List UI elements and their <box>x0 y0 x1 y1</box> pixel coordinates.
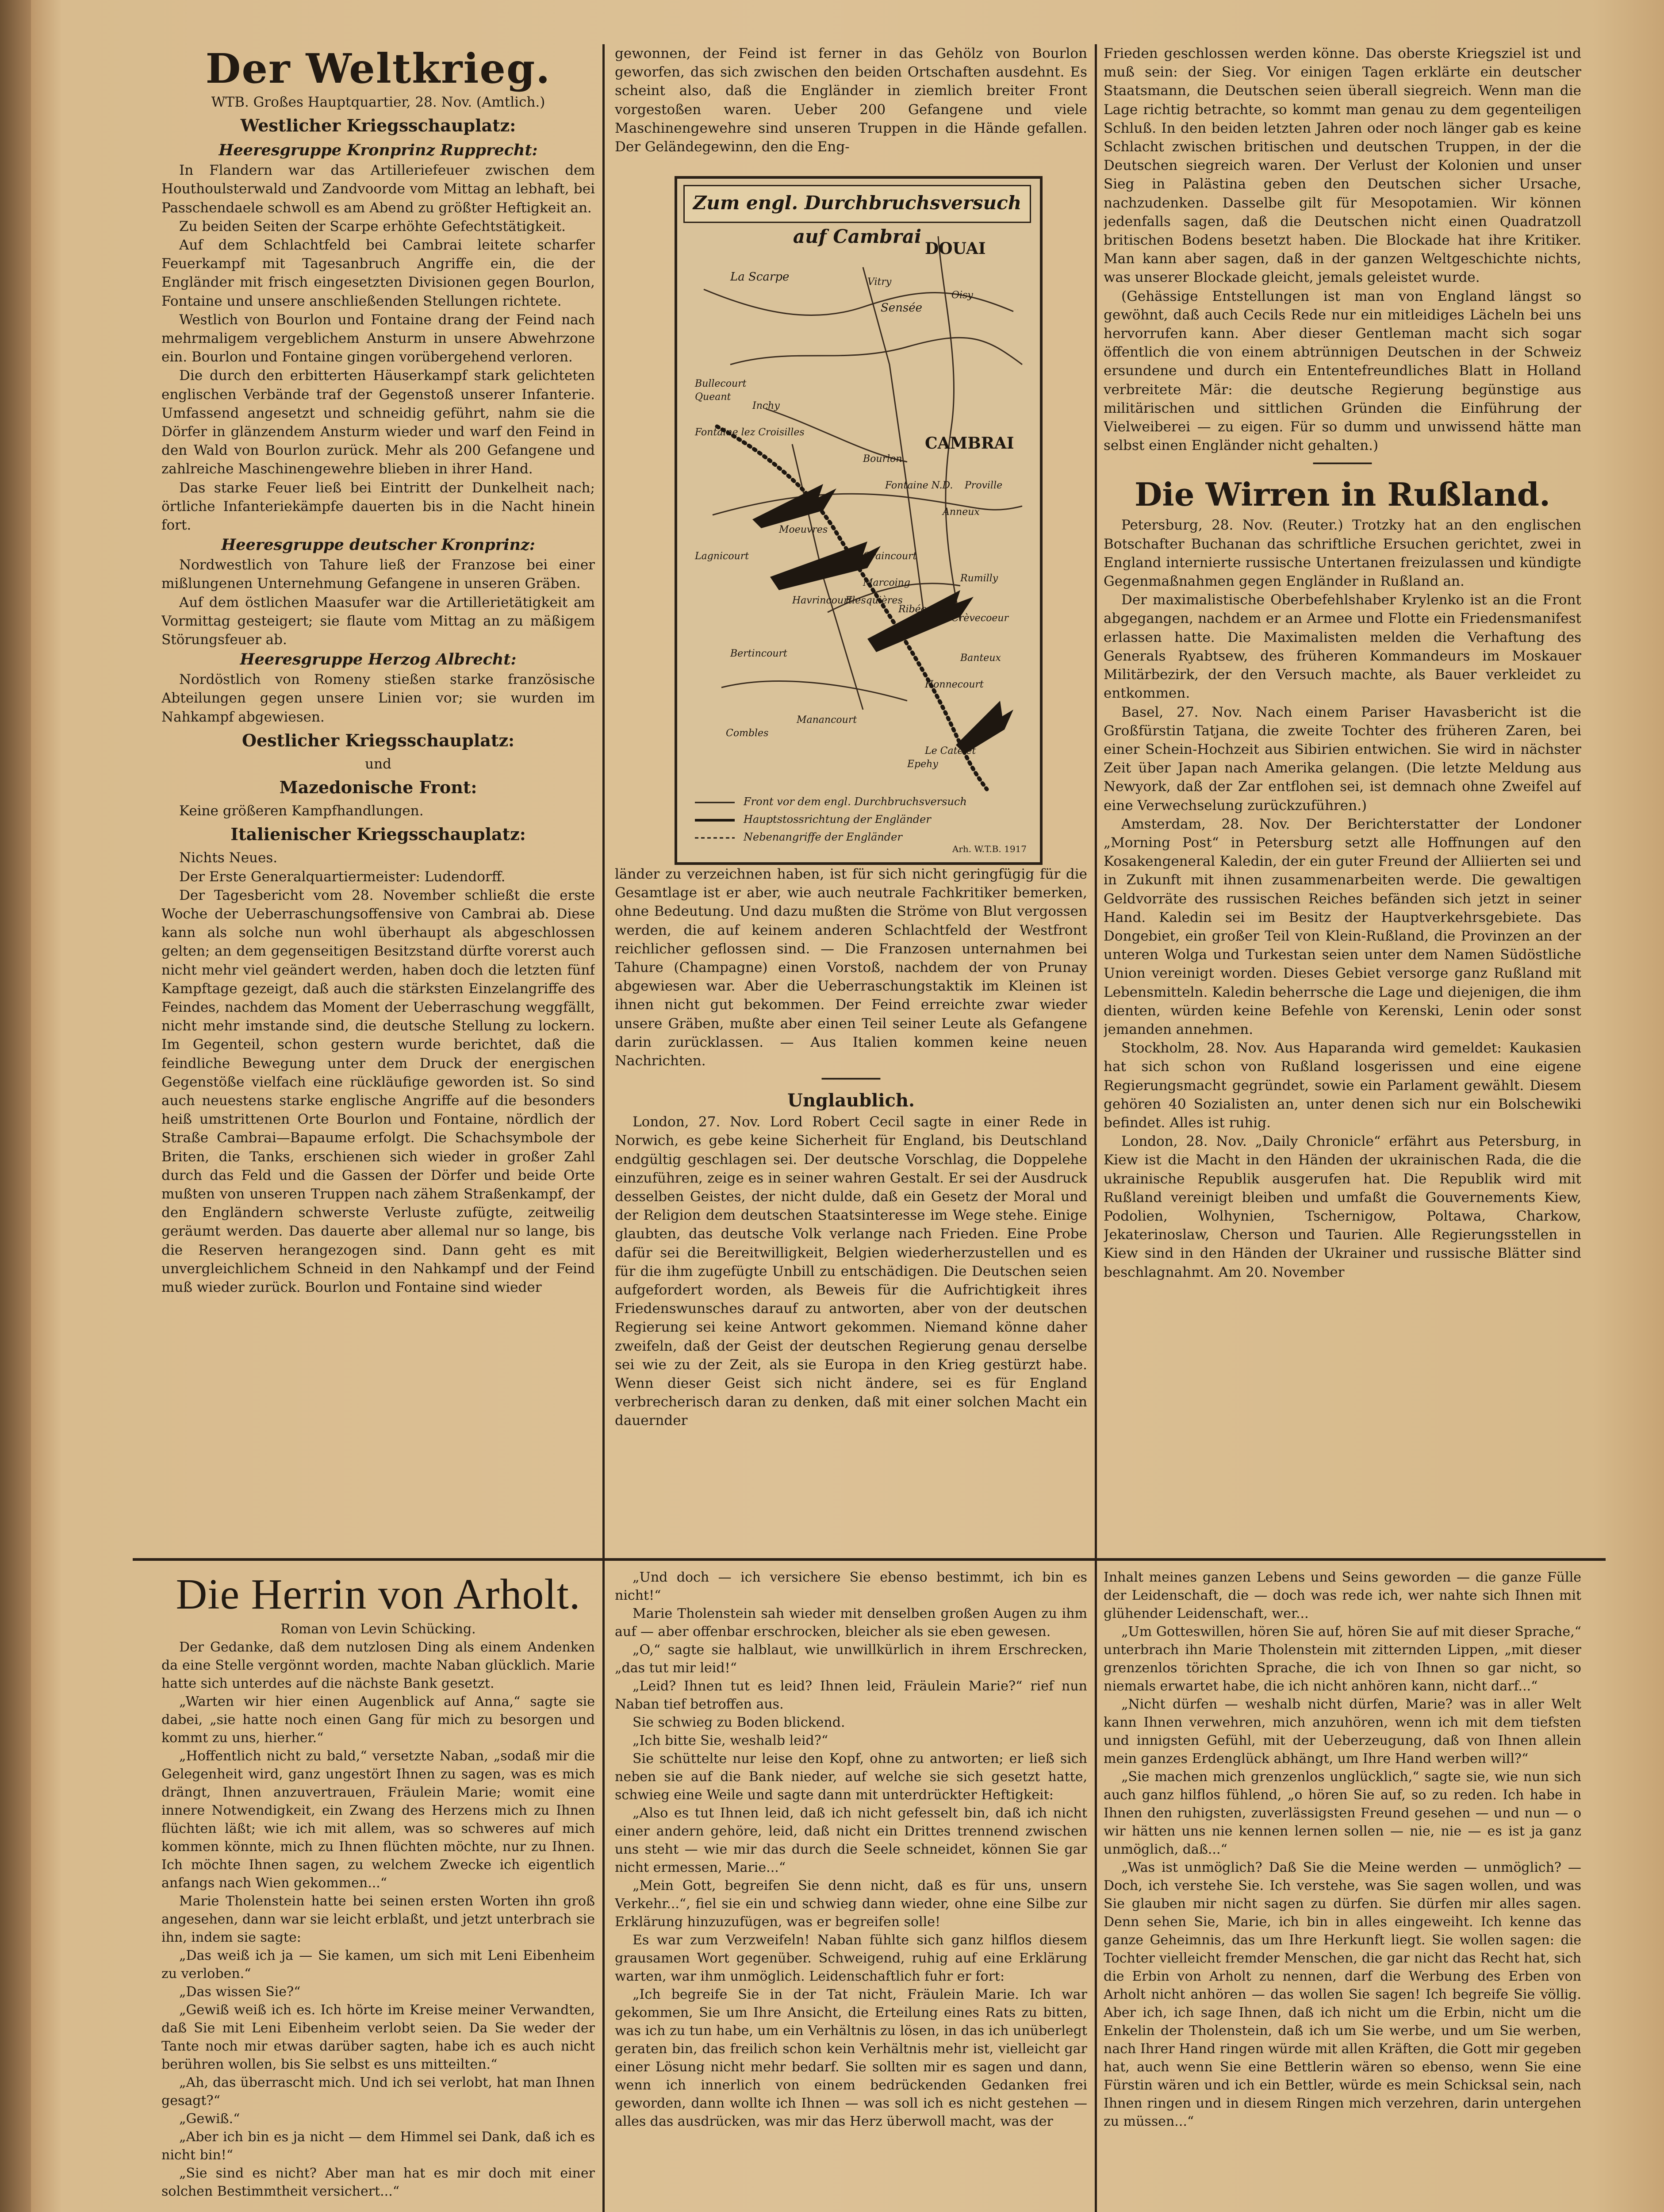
weltkrieg-paragraph: Westlich von Bourlon und Fontaine drang der Feind nach mehrmaligem vergeblichem Ansturm in unsere Abwehrzone ein. Bourlon und Fontaine gingen vorübergehend verloren. <box>161 311 595 365</box>
roman-paragraph: „Ich begreife Sie in der Tat nicht, Fräulein Marie. Ich war gekommen, Sie um Ihre Ansicht, die Erteilung eines Rats zu bitten, was ich zu tun habe, um ein Verhältnis zu lösen, in das ich unüberlegt geraten bin, das freilich schon kein Verhältnis mehr ist, vielleicht gar einer Lösung nicht mehr bedarf. Sie sollten mir es sagen und dann, wenn ich innerlich von einem bedrückenden Gedanken frei geworden, dann wollte ich Ihnen — was soll ich es nicht gestehen — alles das ausdrücken, was mir das Herz überwoll macht, was der <box>615 1987 1087 2129</box>
map-place-label: Le Catelet <box>925 745 976 757</box>
legend-main-thrust: Hauptstossrichtung der Engländer <box>744 813 931 826</box>
map-place-label: Epehy <box>907 759 938 770</box>
legend-side-attacks: Nebenangriffe der Engländer <box>744 831 902 843</box>
map-title: Zum engl. Durchbruchsversuch auf Cambrai <box>683 185 1031 223</box>
map-place-label: Honnecourt <box>925 679 984 690</box>
ludendorff-signoff: Der Erste Generalquartiermeister: Ludendorff. <box>179 868 506 885</box>
group-rupprecht: Heeresgruppe Kronprinz Rupprecht: <box>219 141 538 160</box>
map-place-label: Rumilly <box>960 573 998 584</box>
map-place-label: Anneux <box>943 507 980 518</box>
roman-paragraph: „Sie machen mich grenzenlos unglücklich,“ sagte sie, wie nun sich auch ganz hilflos fühlend, „o hören Sie auf, so zu reden. Ich habe in Ihnen den ruhigsten, zuverlässigsten Freund gesehen — und nun — o wir hätten uns nie kennen lernen sollen — nie, nie — es ist ja ganz unmöglich, daß...“ <box>1104 1769 1581 1857</box>
italy-heading: Italienischer Kriegsschauplatz: <box>230 824 526 845</box>
roman-paragraph: Der Gedanke, daß dem nutzlosen Ding als einem Andenken da eine Stelle vergönnt worden, machte Naban glücklich. Marie hatte sich unterdes auf die nächste Bank gesetzt. <box>161 1640 595 1691</box>
roman-paragraph: „Ich bitte Sie, weshalb leid?“ <box>633 1733 828 1748</box>
roman-column-one <box>161 1568 595 2212</box>
cecil-continuation: Frieden geschlossen werden könne. Das oberste Kriegsziel ist und muß sein: der Sieg. Vor einigen Tagen erklärte ein deutscher Staatsmann, die Deutschen seien überall siegreich. Wenn man die Lage richtig betrachte, so kommt man genau zu dem gegenteiligen Schluß. In den beiden letzten Jahren oder noch länger gab es keine Schlacht zwischen britischen und deutschen Truppen, in der die Deutschen siegreich waren. Der Verlust der Kolonien und unser Sieg in Palästina geben den Deutschen sicher Ursache, nachzudenken. Dasselbe gilt für Mesopotamien. Wir können jedenfalls sagen, daß die Deutschen nicht einen Quadratzoll britischen Bodens besetzt haben. Die Blockade hat ihre Kritiker. Man kann aber sagen, daß in der ganzen Weltgeschichte nichts, was unserer Blockade gleicht, jemals geleistet wurde. <box>1104 46 1581 286</box>
roman-title: Die Herrin von Arholt. <box>176 1571 581 1618</box>
roman-paragraph: „Um Gotteswillen, hören Sie auf, hören Sie auf mit dieser Sprache,“ unterbrach ihn Marie Tholenstein mit zitternden Lippen, „mit dieser grenzenlos törichten Sprache, die ich von Ihnen so gar nicht, so niemals erwartet habe, die ich nicht anhören kann, nicht darf...“ <box>1104 1624 1581 1694</box>
column-rule-1 <box>602 44 605 1562</box>
roman-paragraph: Es war zum Verzweifeln! Naban fühlte sich ganz hilflos diesem grausamen Wort gegenüber. Schweigend, ruhig auf eine Erklärung warten, war ihm unmöglich. Leidenschaftlich fuhr er fort: <box>615 1932 1087 1984</box>
russland-title: Die Wirren in Rußland. <box>1134 476 1551 514</box>
map-drawing <box>677 179 1035 857</box>
map-place-label: Combles <box>726 728 769 739</box>
weltkrieg-column <box>161 44 595 1553</box>
roman-paragraph: Sie schwieg zu Boden blickend. <box>633 1715 845 1730</box>
weltkrieg-paragraph: Auf dem östlichen Maasufer war die Artillerietätigkeit am Vormittag gesteigert; sie flaute vom Mittag an zu mäßigem Störungsfeuer ab. <box>161 594 595 648</box>
roman-paragraph: „Also es tut Ihnen leid, daß ich nicht gefesselt bin, daß ich nicht einer andern gehöre, leid, daß nicht ein Drittes trennend zwischen uns steht — wie mir das durch die Seele schneidet, können Sie gar nicht ermessen, Marie...“ <box>615 1805 1087 1875</box>
weltkrieg-paragraph: Auf dem Schlachtfeld bei Cambrai leitete scharfer Feuerkampf mit Tagesanbruch Angriffe ein, die der Engländer mit frisch eingesetzten Divisionen gegen Bourlon, Fontaine und unsere anschließenden Stellungen richtete. <box>161 237 595 309</box>
group-albrecht: Heeresgruppe Herzog Albrecht: <box>240 650 517 669</box>
column-two-top <box>615 44 1087 177</box>
russland-paragraph: Der maximalistische Oberbefehlshaber Krylenko ist an die Front abgegangen, nachdem er an Armee und Flotte ein Friedensmanifest erlassen hatte. Die Maximalisten melden die Verhaftung des Generals Ryabtsew, des früheren Kommandeurs im Moskauer Militärbezirk, der den Versuch machte, als Bauer verkleidet zu entkommen. <box>1104 592 1581 702</box>
unglaublich-title: Unglaublich. <box>787 1090 915 1111</box>
column-rule-4 <box>1095 1561 1097 2212</box>
cecil-commentary: (Gehässige Entstellungen ist man von England längst so gewöhnt, daß auch Cecils Rede nur ein mitleidiges Lächeln bei uns hervorrufen kann. Aber dieser Gentleman macht sich sogar öffentlich die von einem abtrünnigen Deutschen in der Schweiz ersundene und durch ein Ententefreundliches Blatt in Holland verbreitete Mär: die deutsche Regierung begünstige aus militärischen und sittlichen Gründen die Einführung der Vielweiberei — zu eigen. Für so dumm und unwissend hätte man selbst einen Engländer nicht gehalten.) <box>1104 288 1581 454</box>
roman-paragraph: „Sie sind es nicht? Aber man hat es mir doch mit einer solchen Bestimmtheit versichert...“ <box>161 2166 595 2199</box>
roman-paragraph: „Ah, das überrascht mich. Und ich sei verlobt, hat man Ihnen gesagt?“ <box>161 2075 595 2108</box>
separator: ━━━━━━━━━━ <box>821 1074 881 1085</box>
map-place-label: CAMBRAI <box>925 434 1014 453</box>
map-place-label: Vitry <box>867 276 892 288</box>
map-place-label: DOUAI <box>925 239 986 258</box>
column-rule-3 <box>602 1561 605 2212</box>
map-place-label: Bourlon <box>863 453 902 465</box>
west-heading: Westlicher Kriegsschauplatz: <box>240 115 516 136</box>
map-place-label: Fontaine N.D. <box>885 480 953 491</box>
weltkrieg-commentary: Der Tagesbericht vom 28. November schließt die erste Woche der Ueberraschungsoffensive von Cambrai ab. Diese kann als solche nun wohl überhaupt als abgeschlossen gelten; an dem gegenseitigen Besitzstand dürfte vorerst auch nicht mehr viel geändert werden, haben doch die letzten fünf Kampftage gezeigt, daß auch die stärksten Einzelangriffe des Feindes, nachdem das Moment der Ueberraschung weggfällt, nicht mehr imstande sind, die deutsche Stellung zu lockern. Im Gegenteil, schon gestern wurde berichtet, daß die feindliche Bewegung unter dem Druck der energischen Gegenstöße vielfach eine rückläufige geworden ist. So sind auch neuestens starke englische Angriffe auf die besonders heiß umstrittenen Orte Bourlon und Fontaine, nördlich der Straße Cambrai—Bapaume erfolgt. Die Schachsymbole der Briten, die Tanks, erschienen sich wieder in großer Zahl durch das Feld und die Gassen der Dörfer und beide Orte mußten von unseren Truppen nach zähem Straßenkampf, der den Engländern schwerste Verluste zufügte, zeitweilig geräumt werden. Das dauerte aber allemal nur so lange, bis die Reserven herangezogen sind. Dann geht es mit unvergleichlichem Schneid in den Nahkampf und der Feind muß wieder zurück. Bourlon und Fontaine sind wieder <box>161 887 595 1295</box>
weltkrieg-continuation: gewonnen, der Feind ist ferner in das Gehölz von Bourlon geworfen, das sich zwischen den beiden Ortschaften ausdehnt. Es scheint also, daß die Engländer in ziemlich breiter Front vorgestoßen waren. Ueber 200 Gefangene und viele Maschinengewehre sind unseren Truppen in die Hände gefallen. Der Geländegewinn, den die Eng- <box>615 46 1087 155</box>
roman-paragraph: „Leid? Ihnen tut es leid? Ihnen leid, Fräulein Marie?“ rief nun Naban tief betroffen aus. <box>615 1678 1087 1712</box>
map-credit: Arh. W.T.B. 1917 <box>952 844 1027 854</box>
weltkrieg-continuation: länder zu verzeichnen haben, ist für sich nicht geringfügig für die Gesamtlage ist er aber, wie auch neutrale Fachkritiker bemerken, ohne Bedeutung. Und dazu mußten die Ströme von Blut vergossen werden, die auf keinem anderen Schlachtfeld der Westfront reichlicher geflossen sind. — Die Franzosen unternahmen bei Tahure (Champagne) einen Vorstoß, nachdem der von Prunay abgewiesen war. Aber die Ueberraschungstaktik im Kleinen ist ihnen nicht gut bekommen. Der Feind erreichte zwar wieder unsere Gräben, mußte aber einen Teil seiner Leute als Gefangene darin zurücklassen. — Aus Italien kommen keine neuen Nachrichten. <box>615 866 1087 1069</box>
russland-paragraph: Amsterdam, 28. Nov. Der Berichterstatter der Londoner „Morning Post“ in Petersburg setzt alle Hoffnungen auf den Kosakengeneral Kaledin, der ein guter Freund der Alliierten sei und in Zukunft mit ihnen zusammenarbeiten werde. Die gewaltigen Geldvorräte des russischen Reiches befänden sich jetzt in seiner Hand. Kaledin sei im Besitz der Hauptverkehrsgebiete. Das Dongebiet, ein großer Teil von Klein-Rußland, die Provinzen an der unteren Wolga und Turkestan seien unter dem Namen Südöstliche Union vereinigt worden. Dieses Gebiet versorge ganz Rußland mit Lebensmitteln. Kaledin beherrsche die Lage und diejenigen, die ihm dienten, würden keine Befehle von Kerenski, Lenin oder sonst jemanden annehmen. <box>1104 816 1581 1037</box>
map-place-label: Fontaine lez Croisilles <box>695 427 805 438</box>
east-heading: Oestlicher Kriegsschauplatz: <box>242 730 515 750</box>
map-place-label: Marcoing <box>863 577 911 588</box>
map-place-label: La Scarpe <box>730 270 790 284</box>
map-place-label: Queant <box>695 392 731 403</box>
column-two-bottom <box>615 865 1087 1555</box>
weltkrieg-paragraph: Nordwestlich von Tahure ließ der Franzose bei einer mißlungenen Unternehmung Gefangene in unseren Gräben. <box>161 557 595 592</box>
weltkrieg-paragraph: Das starke Feuer ließ bei Eintritt der Dunkelheit nach; örtliche Infanteriekämpfe dauerten bis in die Nacht hinein fort. <box>161 480 595 534</box>
roman-paragraph: „Mein Gott, begreifen Sie denn nicht, daß es für uns, unsern Verkehr...“, fiel sie ein und schwieg dann wieder, ohne eine Silbe zur Erklärung hinzuzufügen, was er begreifen solle! <box>615 1878 1087 1930</box>
column-three <box>1104 44 1581 1553</box>
russland-paragraph: Basel, 27. Nov. Nach einem Pariser Havasbericht ist die Großfürstin Tatjana, die zweite Tochter des früheren Zaren, bei einer Schein-Hochzeit aus Sibirien entwichen. Sie wird in nächster Zeit über Japan nach Amerika gelangen. (Die letzte Meldung aus Newyork, daß der Zar entflohen sei, ist demnach ohne Zweifel auf eine Verwechselung zurückzuführen.) <box>1104 704 1581 814</box>
macedonia-heading: Mazedonische Front: <box>279 777 477 798</box>
map-place-label: Lagnicourt <box>695 551 749 562</box>
map-place-label: Inchy <box>752 400 780 411</box>
roman-paragraph: „Warten wir hier einen Augenblick auf Anna,“ sagte sie dabei, „sie hatte noch einen Gang für mich zu besorgen und kommt zu uns, hierher.“ <box>161 1694 595 1746</box>
map-place-label: Moeuvres <box>779 524 828 535</box>
russland-paragraph: London, 28. Nov. „Daily Chronicle“ erfährt aus Petersburg, in Kiew ist die Macht in den Händen der ukrainischen Rada, die die ukrainische Republik ausgerufen hat. Die Republik wird mit Rußland vereinigt bleiben und umfaßt die Gouvernements Kiew, Podolien, Wolhynien, Tschernigow, Poltawa, Charkow, Jekaterinoslaw, Cherson und Taurien. Alle Regierungsstellen in Kiew sind in den Händen der Ukrainer und russische Blätter sind beschlagnahmt. Am 20. November <box>1104 1133 1581 1280</box>
map-place-label: Ribécourt <box>898 604 947 615</box>
weltkrieg-paragraph: Nordöstlich von Romeny stießen starke französische Abteilungen gegen unsere Linien vor; sie wurden im Nahkampf abgewiesen. <box>161 672 595 725</box>
roman-paragraph: „O,“ sagte sie halblaut, wie unwillkürlich in ihrem Erschrecken, „das tut mir leid!“ <box>615 1642 1087 1676</box>
separator: ━━━━━━━━━━ <box>1313 458 1372 470</box>
weltkrieg-paragraph: Zu beiden Seiten der Scarpe erhöhte Gefechtstätigkeit. <box>179 218 566 234</box>
roman-column-two <box>615 1568 1087 2212</box>
weltkrieg-paragraph: Nichts Neues. <box>179 850 278 866</box>
map-place-label: Banteux <box>960 653 1001 664</box>
roman-paragraph: „Was ist unmöglich? Daß Sie die Meine werden — unmöglich? — Doch, ich verstehe Sie. Ich verstehe, was Sie sagen wollen, und was Sie glauben mir nicht sagen zu dürfen. Sie dürfen mir alles sagen. Denn sehen Sie, Marie, ich bin in alles eingeweiht. Ich kenne das ganze Geheimnis, das um Ihre Herkunft liegt. Sie wollen sagen: die Tochter vielleicht fremder Menschen, die gar nicht das Recht hat, sich die Erbin von Arholt zu nennen, darf die Werbung des Erben von Arholt nicht anhören — das wollen Sie sagen! Ich begreife Sie völlig. Aber ich, ich sage Ihnen, daß ich nicht um die Erbin, nicht um die Enkelin der Tholenstein, daß ich um Sie werbe, und um Sie werben, nach Ihrer Hand ringen würde mit allen Kräften, die Gott mir gegeben hat, auch wenn Sie eine Bettlerin wären so ebenso, wenn Sie eine Fürstin wären und ich ein Bettler, würde es mein Schicksal sein, nach Ihnen ringen und in diesem Ringen mich verzehren, darin untergehen zu müssen...“ <box>1104 1860 1581 2129</box>
weltkrieg-paragraph: In Flandern war das Artilleriefeuer zwischen dem Houthoulsterwald und Zandvoorde vom Mittag an lebhaft, bei Passchendaele schwoll es am Abend zu größter Heftigkeit an. <box>161 162 595 216</box>
roman-paragraph: Inhalt meines ganzen Lebens und Seins geworden — die ganze Fülle der Leidenschaft, die — doch was rede ich, wer nahte sich Ihnen mit glühender Leidenschaft, wer... <box>1104 1570 1581 1621</box>
roman-paragraph: Marie Tholenstein hatte bei seinen ersten Worten ihn groß angesehen, dann war sie leicht erblaßt, und jetzt unterbrach sie ihn, indem sie sagte: <box>161 1893 595 1945</box>
roman-paragraph: „Gewiß weiß ich es. Ich hörte im Kreise meiner Verwandten, daß Sie mit Leni Eibenheim verlobt seien. Da Sie weder der Tante noch mir etwas darüber sagten, habe ich es auch nicht berühren wollen, bis Sie selbst es uns mitteilten.“ <box>161 2002 595 2072</box>
group-kronprinz: Heeresgruppe deutscher Kronprinz: <box>221 536 535 554</box>
map-place-label: Bertincourt <box>730 648 787 659</box>
roman-paragraph: „Das wissen Sie?“ <box>179 1984 301 2000</box>
roman-paragraph: Marie Tholenstein sah wieder mit denselben großen Augen zu ihm auf — aber offenbar erschrocken, bleicher als sie eben gewesen. <box>615 1606 1087 1640</box>
cambrai-map <box>675 176 1043 865</box>
map-place-label: Sensée <box>881 301 923 315</box>
russland-paragraph: Petersburg, 28. Nov. (Reuter.) Trotzky hat an den englischen Botschafter Buchanan das schriftliche Ersuchen gerichtet, zwei in England internierte russische Untertanen freizulassen und kündigte Gegenmaßnahmen gegen Engländer in Rußland an. <box>1104 517 1581 590</box>
roman-paragraph: „Das weiß ich ja — Sie kamen, um sich mit Leni Eibenheim zu verloben.“ <box>161 1948 595 1982</box>
roman-paragraph: „Und doch — ich versichere Sie ebenso bestimmt, ich bin es nicht!“ <box>615 1570 1087 1603</box>
roman-paragraph: „Aber ich bin es ja nicht — dem Himmel sei Dank, daß ich es nicht bin!“ <box>161 2129 595 2163</box>
roman-paragraph: „Gewiß.“ <box>179 2111 240 2127</box>
map-place-label: Flesquières <box>845 595 903 606</box>
roman-column-three <box>1104 1568 1581 2212</box>
map-place-label: Proville <box>965 480 1003 491</box>
map-place-label: Manancourt <box>797 714 857 726</box>
roman-byline: Roman von Levin Schücking. <box>280 1621 476 1637</box>
unglaublich-paragraph: London, 27. Nov. Lord Robert Cecil sagte in einer Rede in Norwich, es gebe keine Sicherheit für England, bis Deutschland endgültig geschlagen sei. Der deutsche Vorschlag, die Doppelehe einzuführen, zeige es in seiner wahren Gestalt. Er sei der Ausdruck desselben Geistes, der nicht dulde, daß ein Gesetz der Moral und der Religion dem deutschen Staatsinteresse im Wege stehe. Einige glaubten, das deutsche Volk verlange nach Frieden. Eine Probe dafür sei die Bereitwilligkeit, Belgien wiederherzustellen und es für die ihm zugefügte Unbill zu entschädigen. Die Deutschen seien aufgefordert worden, als Beweis für die Aufrichtigkeit ihres Friedenswunsches darauf zu antworten, aber von der deutschen Regierung sei keine Antwort gekommen. Niemand könne daher zweifeln, daß der Geist der deutschen Regierung genau derselbe sei wie zu der Zeit, als sie Europa in den Krieg gestürzt habe. Wenn dieser Geist sich nicht ändere, sei es für England verbrecherisch daran zu denken, daß mit einer solchen Macht ein dauernder <box>615 1114 1087 1429</box>
weltkrieg-paragraph: Keine größeren Kampfhandlungen. <box>179 803 424 819</box>
map-place-label: Oisy <box>951 290 973 301</box>
legend-front: Front vor dem engl. Durchbruchsversuch <box>744 795 967 808</box>
roman-paragraph: Sie schüttelte nur leise den Kopf, ohne zu antworten; er ließ sich neben sie auf die Bank nieder, auf welche sie sich gesetzt hatte, schwieg eine Weile und sagte dann mit unterdrückter Heftigkeit: <box>615 1751 1087 1803</box>
russland-paragraph: Stockholm, 28. Nov. Aus Haparanda wird gemeldet: Kaukasien hat sich schon von Rußland losgerissen und eine eigene Regierungsmacht gegründet, sowie ein Parlament gewählt. Diesem gehören 40 Sozialisten an, unter denen sich nur ein Bolschewiki befindet. Alles ist ruhig. <box>1104 1040 1581 1131</box>
weltkrieg-paragraph: Die durch den erbitterten Häuserkampf stark gelichteten englischen Verbände traf der Gegenstoß unserer Infanterie. Umfassend angesetzt und schneidig geführt, nahm sie die Dörfer in glänzendem Ansturm wieder und warf den Feind in den Wald von Bourlon zurück. Mehr als 200 Gefangene und zahlreiche Maschinengewehre blieben in ihrer Hand. <box>161 368 595 477</box>
roman-paragraph: „Hoffentlich nicht zu bald,“ versetzte Naban, „sodaß mir die Gelegenheit wird, ganz ungestört Ihnen zu sagen, was es mich drängt, Ihnen anzuvertrauen, Fräulein Marie; womit eine innere Notwendigkeit, ein Zwang des Herzens mich zu Ihnen flüchten läßt; wie ich mit allem, was so schweres auf mich kommen könnte, mich zu Ihnen flüchten möchte, nur zu Ihnen. Ich möchte Ihnen sagen, zu welchem Zwecke ich eigentlich anfangs nach Wien gekommen...“ <box>161 1748 595 1891</box>
map-place-label: Havrincourt <box>792 595 852 606</box>
map-place-label: Graincourt <box>863 551 917 562</box>
book-binding <box>0 0 31 2212</box>
und-word: und <box>365 756 391 772</box>
roman-paragraph: „Nicht dürfen — weshalb nicht dürfen, Marie? was in aller Welt kann Ihnen verwehren, mich anzuhören, wenn ich mit dem tiefsten und innigsten Gefühl, mit der Ueberzeugung, daß von Ihnen allein mein ganzes Erdenglück abhängt, um Ihre Hand werben will?“ <box>1104 1697 1581 1767</box>
map-place-label: Bullecourt <box>695 378 747 389</box>
feuilleton-rule <box>133 1558 1606 1561</box>
weltkrieg-title: Der Weltkrieg. <box>205 45 551 92</box>
map-place-label: Crèvecoeur <box>951 613 1009 624</box>
weltkrieg-dateline: WTB. Großes Hauptquartier, 28. Nov. (Amtlich.) <box>211 94 545 110</box>
map-legend <box>744 793 1009 846</box>
column-rule-2 <box>1095 44 1097 1562</box>
